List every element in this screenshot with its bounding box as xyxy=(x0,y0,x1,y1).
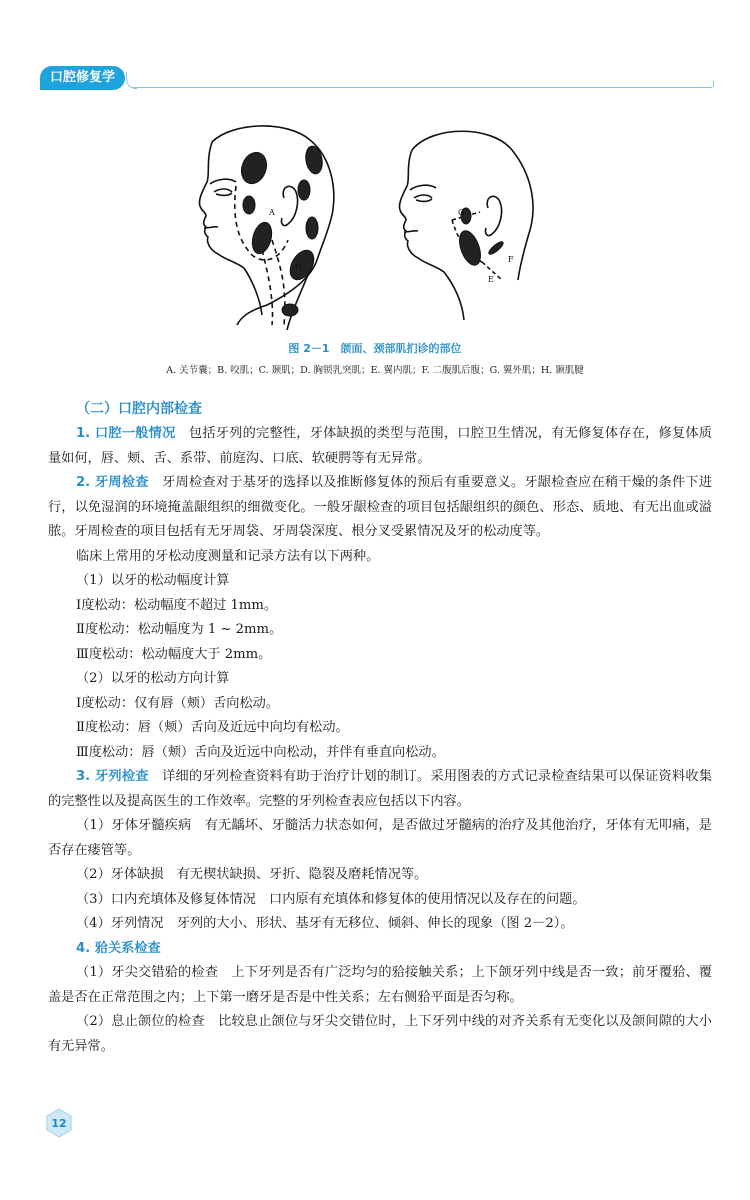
label-e: E xyxy=(488,275,494,284)
paragraph-lead: 3. 牙列检查 xyxy=(76,769,149,784)
paragraph-lead: 4. 𬌗关系检查 xyxy=(76,940,161,956)
paragraph-text: 牙周检查对于基牙的选择以及推断修复体的预后有重要意义。牙龈检查应在稍干燥的条件下进行，以免湿润的环境掩盖龈组织的细微变化。一般牙龈检查的项目包括龈组织的颜色、形态、质地、有无出血或溢脓。牙周检查的项目包括有无牙周袋、牙周袋深度、根分叉受累情况及牙的松动度等。 xyxy=(48,475,713,539)
paragraph-lead: 2. 牙周检查 xyxy=(76,475,149,490)
paragraph: （2）牙体缺损 有无楔状缺损、牙折、隐裂及磨耗情况等。 xyxy=(76,867,428,882)
list-item: Ⅰ度松动：松动幅度不超过 1mm。 xyxy=(76,597,278,613)
label-f: F xyxy=(508,255,514,264)
list-item: Ⅱ度松动：唇（颊）舌向及近远中向均有松动。 xyxy=(76,720,349,735)
list-item: Ⅱ度松动：松动幅度为 1 ~ 2mm。 xyxy=(76,622,283,637)
body-text xyxy=(48,396,712,1059)
label-g: G xyxy=(458,208,465,217)
paragraph: 临床上常用的牙松动度测量和记录方法有以下两种。 xyxy=(76,548,380,564)
left-muscle-marks xyxy=(237,145,324,316)
paragraph xyxy=(48,765,712,814)
running-header xyxy=(40,66,712,92)
label-a: A xyxy=(269,208,275,217)
section-heading: （二）口腔内部检查 xyxy=(76,401,202,417)
list-item: Ⅲ度松动：松动幅度大于 2mm。 xyxy=(76,646,272,662)
paragraph xyxy=(48,471,712,545)
list-item: （2）以牙的松动方向计算 xyxy=(76,671,230,686)
paragraph xyxy=(48,937,712,962)
paragraph: （3）口内充填体及修复体情况 口内原有充填体和修复体的使用情况以及存在的问题。 xyxy=(76,891,586,907)
paragraph-lead: 1. 口腔一般情况 xyxy=(76,426,176,441)
header-rule xyxy=(132,87,712,88)
paragraph-text: 详细的牙列检查资料有助于治疗计划的制订。采用图表的方式记录检查结果可以保证资料收集的完整性以及提高医生的工作效率。完整的牙列检查表应包括以下内容。 xyxy=(48,769,713,809)
paragraph xyxy=(48,422,712,471)
book-title-tab: 口腔修复学 xyxy=(40,66,125,90)
paragraph: （4）牙列情况 牙列的大小、形状、基牙有无移位、倾斜、伸长的现象（图 2－2）。 xyxy=(76,916,574,931)
paragraph-text: 包括牙列的完整性，牙体缺损的类型与范围，口腔卫生情况，有无修复体存在，修复体质量如何，唇、颊、舌、系带、前庭沟、口底、软硬腭等有无异常。 xyxy=(48,426,712,466)
figure-2-1-illustration xyxy=(192,120,572,335)
list-item: Ⅰ度松动：仅有唇（颊）舌向松动。 xyxy=(76,695,280,711)
label-d: D xyxy=(295,263,302,272)
page-number: 12 xyxy=(51,1117,67,1130)
paragraph: （1）牙体牙髓疾病 有无龋坏、牙髓活力状态如何，是否做过牙髓病的治疗及其他治疗，牙体有无叩痛，是否存在瘘管等。 xyxy=(48,818,712,858)
header-end-tick xyxy=(713,81,714,87)
paragraph: （1）牙尖交错𬌗的检查 上下牙列是否有广泛均匀的𬌗接触关系；上下颌牙列中线是否一致；前牙覆𬌗、覆盖是否在正常范围之内；上下第一磨牙是否是中性关系；左右侧𬌗平面是否匀称。 xyxy=(48,965,712,1005)
list-item: （1）以牙的松动幅度计算 xyxy=(76,573,230,588)
list-item: Ⅲ度松动：唇（颊）舌向及近远中向松动，并伴有垂直向松动。 xyxy=(76,744,445,760)
paragraph: （2）息止颌位的检查 比较息止颌位与牙尖交错位时，上下牙列中线的对齐关系有无变化以及颌间隙的大小有无异常。 xyxy=(48,1014,712,1054)
right-head-drawing xyxy=(399,131,533,320)
figure-legend: A. 关节囊；B. 咬肌；C. 颞肌；D. 胸锁乳突肌；E. 翼内肌；F. 二腹肌后腹；G. 翼外肌；H. 颞肌腱 xyxy=(166,365,584,376)
figure-caption: 图 2－1 颌面、颈部肌扪诊的部位 xyxy=(288,342,462,355)
page-number-badge xyxy=(44,1108,74,1138)
